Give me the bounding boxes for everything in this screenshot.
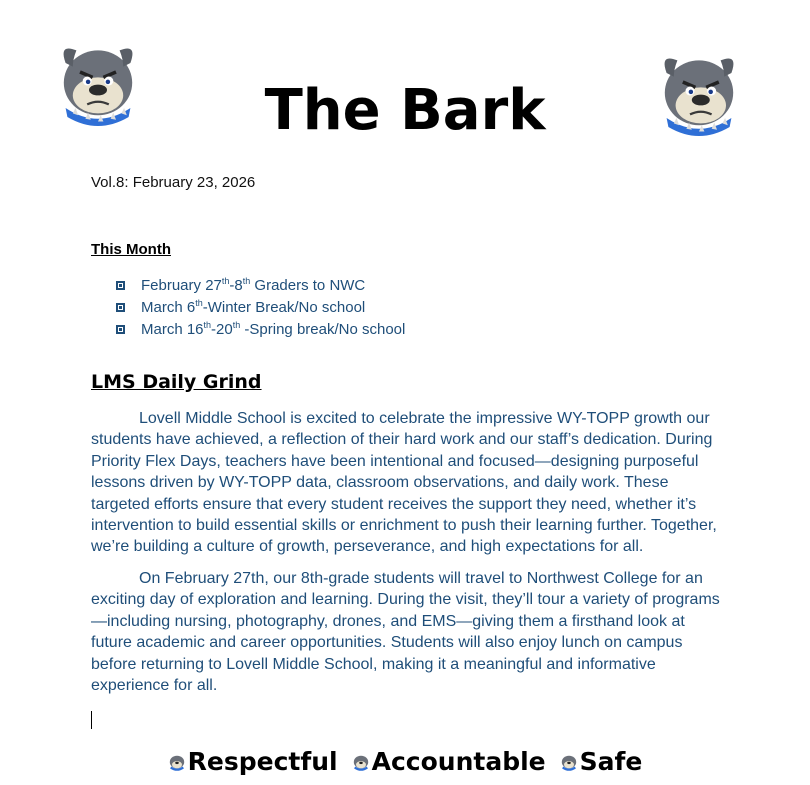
this-month-label: This Month [91, 241, 171, 258]
square-bullet-icon [116, 303, 125, 312]
event-text: March 16th-20th -Spring break/No school [141, 319, 406, 338]
bulldog-mini-icon [168, 753, 186, 771]
newsletter-title: The Bark [264, 78, 546, 143]
motto-footer [0, 747, 810, 776]
list-item [116, 318, 405, 340]
motto-safe: Safe [579, 747, 643, 776]
event-text: March 6th-Winter Break/No school [141, 297, 366, 316]
paragraph-wytopp[interactable]: Lovell Middle School is excited to celebrate the impressive WY-TOPP growth our students have achieved, a reflection of their hard work and our staff’s dedication. During Priority Flex Days, teachers have been intentional and focused—designing purposeful lessons driven by WY-TOPP data, classroom observations, and daily work. These targeted efforts ensure that every student receives the support they need, whether it’s intervention to build essential skills or enrichment to push their learning further. Together, we’re building a culture of growth, perseverance, and high expectations for all. [91, 410, 717, 556]
motto-accountable: Accountable [371, 747, 546, 776]
bulldog-mini-icon [560, 753, 578, 771]
event-text: February 27th-8th Graders to NWC [141, 275, 366, 294]
paragraph-nwc-visit[interactable]: On February 27th, our 8th-grade students will travel to Northwest College for an exciting day of exploration and learning. During the visit, they’ll tour a variety of programs—including nursing, photography, drones, and EMS—giving them a firsthand look at future academic and career opportunities. Students will also enjoy lunch on campus before returning to Lovell Middle School, making it a meaningful and informative experience for all. [91, 570, 720, 695]
bulldog-mini-icon [352, 753, 370, 771]
volume-date: Vol.8: February 23, 2026 [91, 174, 256, 191]
square-bullet-icon [116, 325, 125, 334]
list-item [116, 274, 405, 296]
daily-grind-heading: LMS Daily Grind [91, 371, 262, 393]
square-bullet-icon [116, 281, 125, 290]
text-cursor [91, 711, 92, 729]
list-item [116, 296, 405, 318]
events-list [116, 274, 405, 340]
motto-respectful: Respectful [187, 747, 338, 776]
